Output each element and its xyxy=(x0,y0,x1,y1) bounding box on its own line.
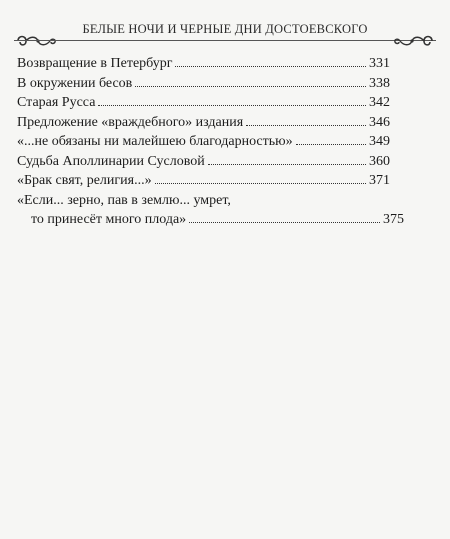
dot-leader xyxy=(208,164,366,165)
toc-entry-title-line1: «Если... зерно, пав в землю... умрет, xyxy=(17,192,231,208)
toc-entry-title: «...не обязаны ни малейшею благодарностью» xyxy=(17,134,293,149)
dot-leader xyxy=(155,183,366,184)
toc-entry-page: 349 xyxy=(369,134,390,149)
running-head xyxy=(14,16,436,56)
toc-entry-page: 338 xyxy=(369,75,390,91)
toc-entry-page: 331 xyxy=(369,56,390,71)
toc-entry-title: Предложение «враждебного» издания xyxy=(17,114,244,130)
toc-entry[interactable] xyxy=(17,152,390,172)
table-of-contents xyxy=(17,54,404,230)
toc-entry[interactable] xyxy=(17,171,390,191)
toc-entry-title-line2: то принесёт много плода» xyxy=(31,212,187,227)
dot-leader xyxy=(296,144,366,145)
running-title: БЕЛЫЕ НОЧИ И ЧЕРНЫЕ ДНИ ДОСТОЕВСКОГО xyxy=(82,22,368,36)
toc-entry-page: 371 xyxy=(369,173,390,188)
dot-leader xyxy=(246,125,366,126)
toc-entry[interactable] xyxy=(17,113,390,133)
toc-entry-page: 346 xyxy=(369,114,390,130)
toc-entry-title: Возвращение в Петербург xyxy=(17,56,173,71)
dot-leader xyxy=(175,66,366,67)
toc-entry[interactable] xyxy=(17,54,390,74)
dot-leader xyxy=(189,222,380,223)
dot-leader xyxy=(135,86,366,87)
toc-entry-page: 375 xyxy=(383,212,404,227)
swirl-ornament-icon xyxy=(392,32,436,50)
toc-entry-page: 360 xyxy=(369,153,390,169)
toc-entry[interactable] xyxy=(17,74,390,94)
toc-entry[interactable] xyxy=(17,93,390,113)
toc-entry[interactable] xyxy=(17,191,404,230)
toc-entry-title: В окружении бесов xyxy=(17,75,133,91)
toc-entry[interactable] xyxy=(17,132,390,152)
header-rule xyxy=(14,40,436,41)
dot-leader xyxy=(98,105,366,106)
toc-entry-title: Судьба Аполлинарии Сусловой xyxy=(17,153,205,169)
toc-entry-title: Старая Русса xyxy=(17,95,96,110)
toc-entry-page: 342 xyxy=(369,95,390,110)
toc-entry-title: «Брак свят, религия...» xyxy=(17,173,152,188)
